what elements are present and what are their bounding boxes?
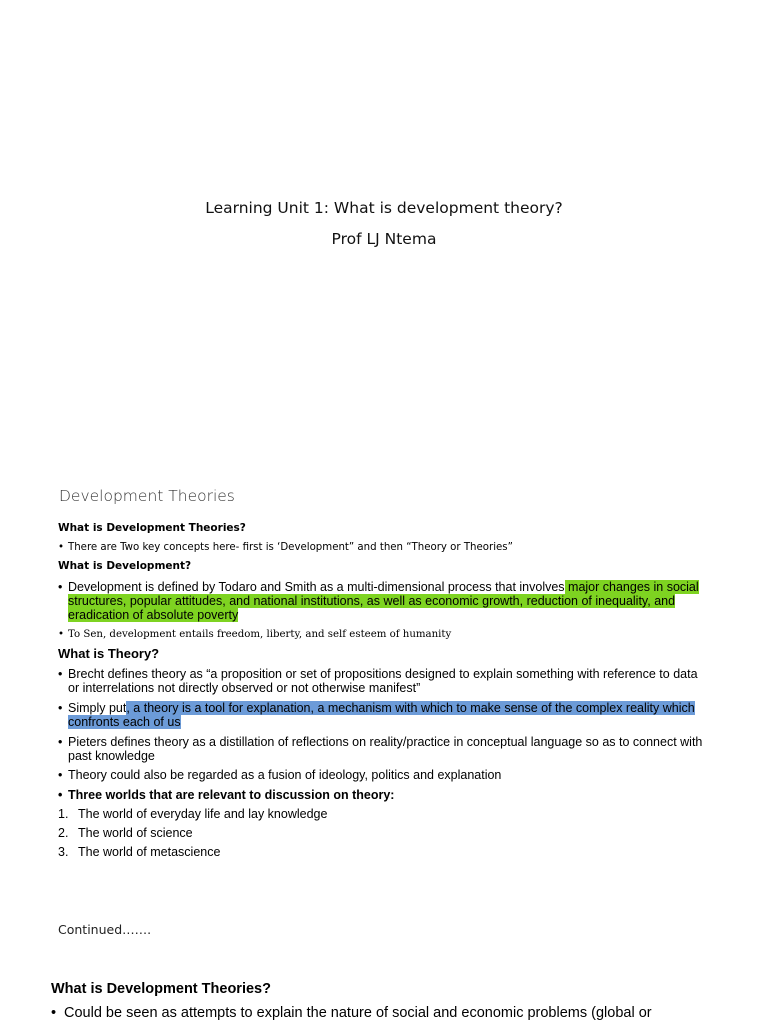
slide2-heading: Development Theories: [59, 487, 235, 505]
question-development-theories: What is Development Theories?: [58, 522, 246, 534]
bullet-dot: •: [58, 667, 63, 681]
bullet-todaro-smith: • Development is defined by Todaro and Smith as a multi-dimensional process that involves major changes in social structures, popular attitudes, and national institutions, as well as economic growth, reduction of inequality, and eradication of absolute poverty: [58, 580, 699, 622]
slide-author: Prof LJ Ntema: [331, 230, 437, 248]
question-theory: What is Theory?: [58, 646, 160, 661]
list-item-world-1: 1. The world of everyday life and lay knowledge: [58, 807, 328, 821]
bullet-dot: •: [58, 788, 63, 802]
slide-title: Learning Unit 1: What is development theory?: [205, 199, 563, 217]
bullet-fusion: • Theory could also be regarded as a fusion of ideology, politics and explanation: [58, 768, 502, 782]
list-item-world-2: 2. The world of science: [58, 826, 193, 840]
bullet-dot: •: [58, 735, 63, 749]
bullet-dot: •: [58, 768, 63, 782]
bullet-simply-put: • Simply put, a theory is a tool for explanation, a mechanism with which to make sense of the complex reality which confronts each of us: [58, 701, 695, 729]
blue-highlight: , a theory is a tool for explanation, a mechanism with which to make sense of the complex reality which confronts each of us: [68, 701, 695, 729]
list-item-world-3: 3. The world of metascience: [58, 845, 221, 859]
bullet-dot: •: [58, 580, 63, 594]
bullet-three-worlds: • Three worlds that are relevant to discussion on theory:: [58, 788, 395, 802]
bullet-pieters: • Pieters defines theory as a distillation of reflections on reality/practice in conceptual language so as to connect with past knowledge: [58, 735, 703, 763]
continued-label: Continued…….: [58, 922, 152, 937]
bullet-key-concepts: • There are Two key concepts here- first is ‘Development” and then “Theory or Theories”: [58, 542, 513, 553]
bullet-explain-problems: • Could be seen as attempts to explain the nature of social and economic problems (global or: [51, 1005, 652, 1021]
bullet-dot: •: [58, 542, 65, 553]
question-development: What is Development?: [58, 560, 192, 572]
bullet-dot: •: [51, 1005, 57, 1021]
slide3-heading: What is Development Theories?: [51, 981, 271, 997]
bullet-sen: • To Sen, development entails freedom, liberty, and self esteem of humanity: [58, 629, 452, 640]
green-highlight: major changes in social structures, popular attitudes, and national institutions, as well as economic growth, reduction of inequality, and eradication of absolute poverty: [68, 580, 699, 622]
bullet-dot: •: [58, 701, 63, 715]
bullet-dot: •: [58, 629, 65, 640]
bullet-brecht: • Brecht defines theory as “a proposition or set of propositions designed to explain something with reference to data or interrelations not directly observed or not otherwise manifest”: [58, 667, 698, 695]
